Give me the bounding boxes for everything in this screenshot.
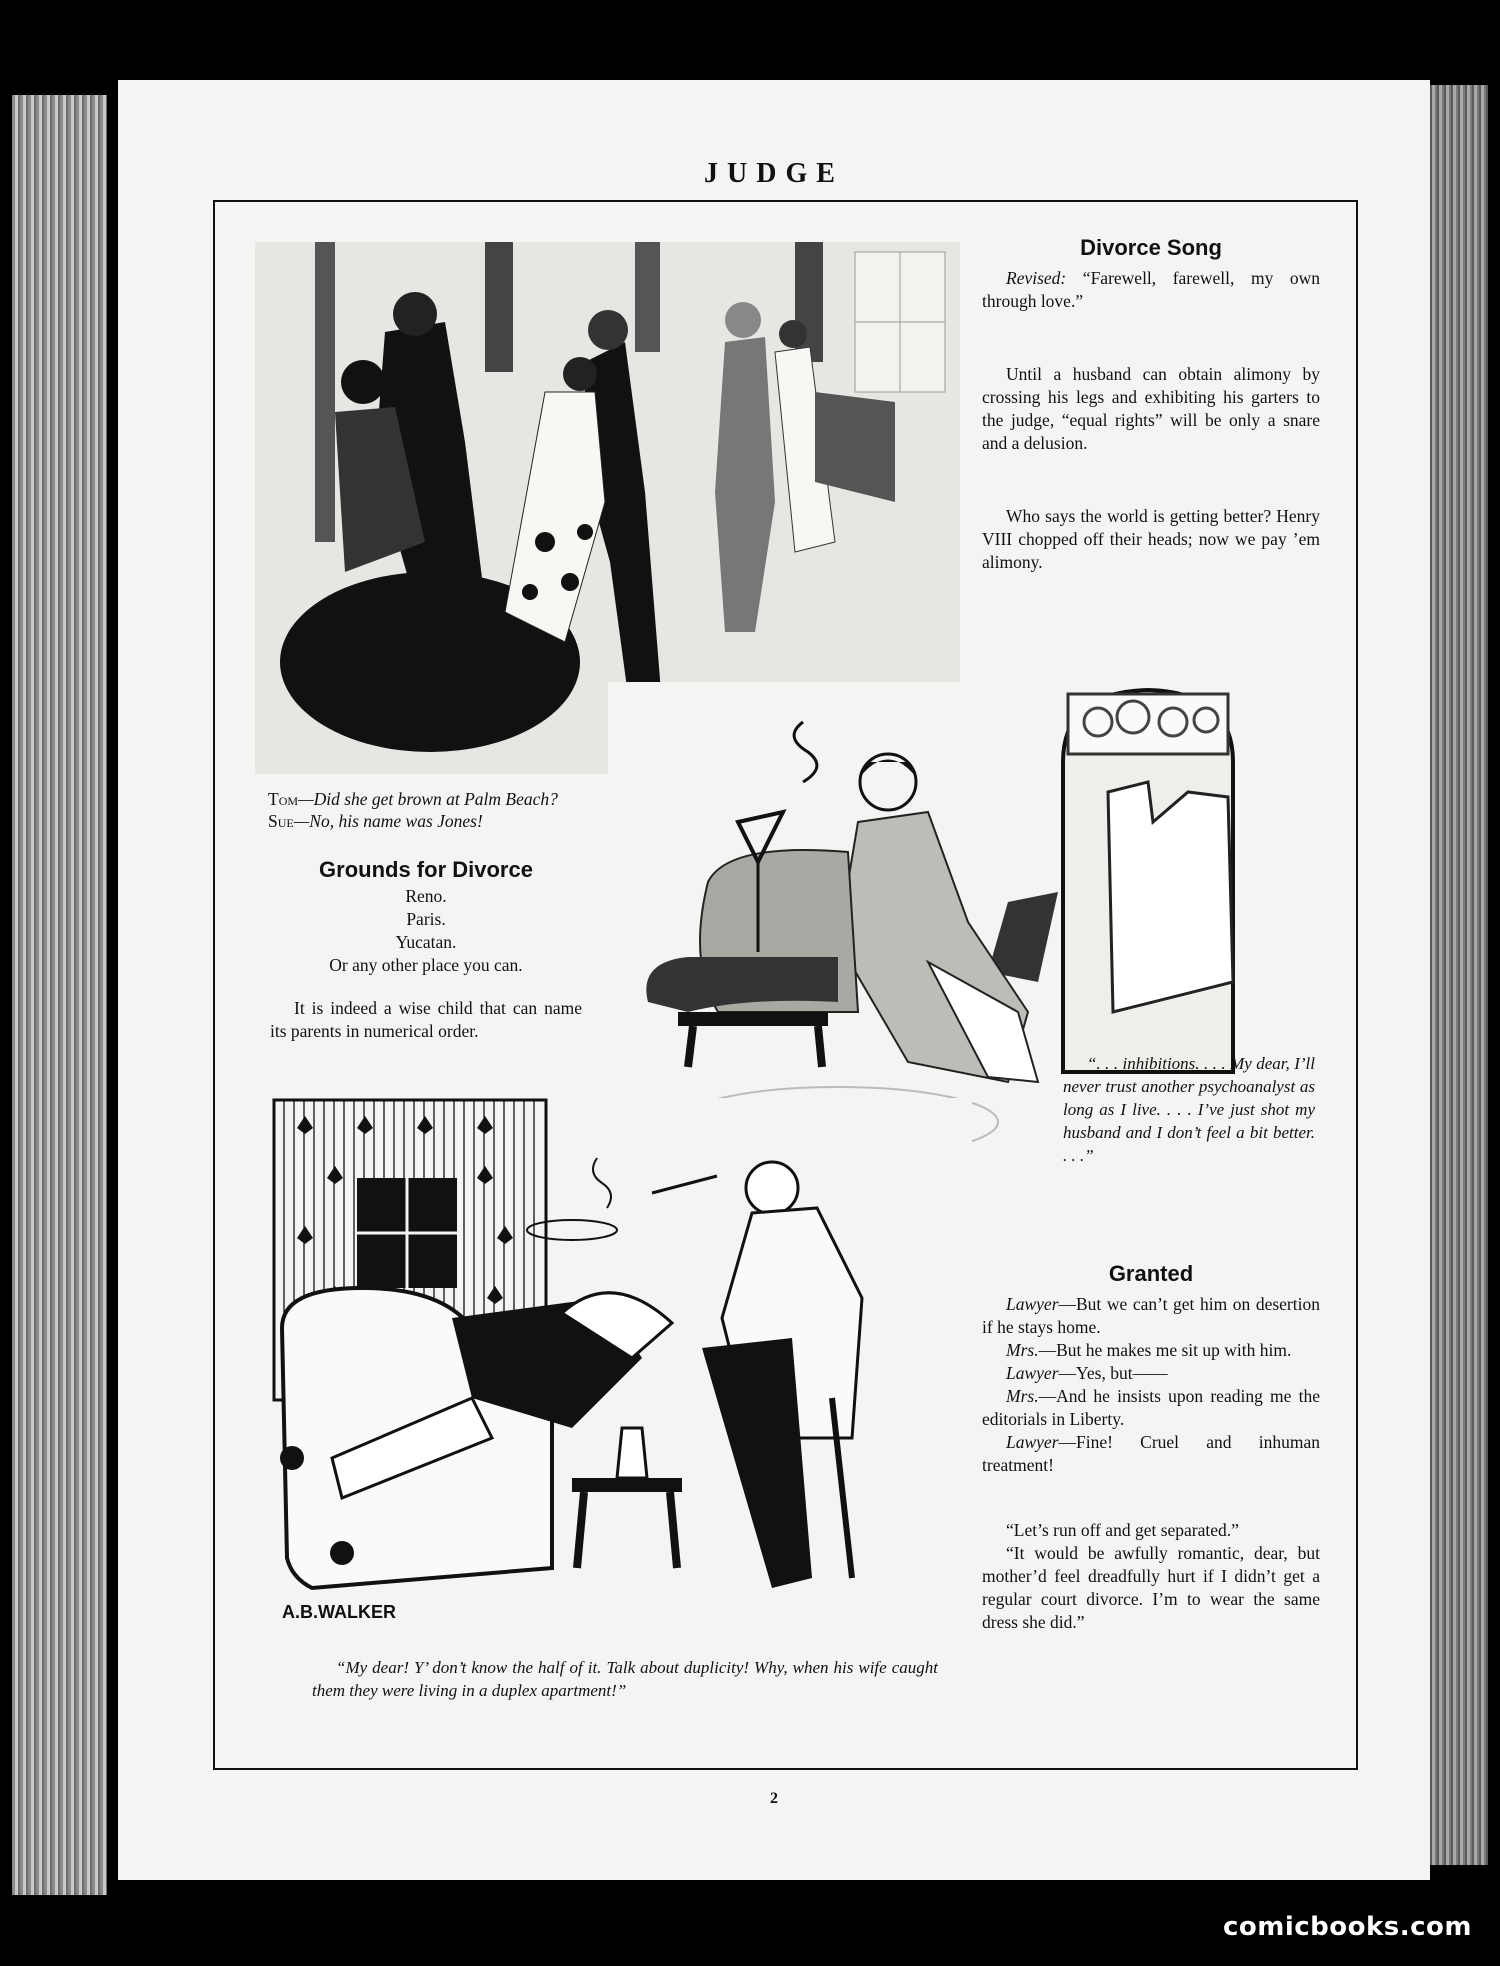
grounds-para: It is indeed a wise child that can name its parents in numerical order. [270, 998, 582, 1041]
book-page-edges-left [12, 95, 107, 1895]
granted-dialogue [982, 1293, 1320, 1477]
cartoon-2-caption [1063, 1052, 1315, 1167]
grounds-line-2: Paris. [406, 909, 446, 929]
dialogue-line: Mrs.—But he makes me sit up with him. [1006, 1340, 1292, 1360]
grounds-line-1: Reno. [405, 886, 447, 906]
granted-para-1: “Let’s run off and get separated.” [1006, 1520, 1239, 1540]
caption-line-1: —Did she get brown at Palm Beach? [298, 789, 558, 809]
dialogue-line: Mrs.—And he insists upon reading me the editorials in Liberty. [982, 1386, 1320, 1429]
granted-section [982, 1262, 1320, 1634]
page-header: JUDGE [704, 158, 844, 189]
dialogue-line: Lawyer—But we can’t get him on desertion if he stays home. [982, 1294, 1320, 1337]
grounds-title: Grounds for Divorce [319, 857, 533, 882]
cartoon-2-caption-text: “. . . inhibitions. . . . My dear, I’ll never trust another psychoanalyst as long as I live. . . . I’ve just shot my husband and I don’t feel a bit better. . . .” [1063, 1054, 1315, 1165]
divorce-song-title: Divorce Song [1080, 235, 1222, 260]
speaker-tom: Tom [268, 789, 299, 809]
divorce-song-para-1: Until a husband can obtain alimony by crossing his legs and exhibiting his garters to the judge, “equal rights” will be only a snare and a delusion. [982, 364, 1320, 453]
flappers-drawing [272, 1098, 972, 1646]
cartoon-3-caption [312, 1656, 938, 1702]
book-page-edges-right [1430, 85, 1488, 1865]
page-number: 2 [770, 1790, 778, 1807]
dialogue-line: Lawyer—Yes, but—— [1006, 1363, 1168, 1383]
divorce-song-revised: Revised: “Farewell, farewell, my own through love.” [982, 268, 1320, 311]
granted-title: Granted [1108, 1261, 1194, 1286]
grounds-for-divorce-section [270, 858, 582, 1043]
divorce-song-para-2: Who says the world is getting better? Henry VIII chopped off their heads; now we pay ’em alimony. [982, 506, 1320, 572]
cartoon-3-caption-text: “My dear! Y’ don’t know the half of it. Talk about duplicity! Why, when his wife caught them they were living in a duplex apartment!” [312, 1658, 938, 1700]
caption-line-2: —No, his name was Jones! [293, 811, 483, 831]
cartoon-3-signature: A.B.WALKER [282, 1602, 396, 1622]
grounds-line-4: Or any other place you can. [329, 955, 523, 975]
speaker-sue: Sue [268, 811, 294, 831]
granted-para-2: “It would be awfully romantic, dear, but mother’d feel dreadfully hurt if I didn’t get a regular court divorce. I’m to wear the same dress she did.” [982, 1543, 1320, 1632]
grounds-line-3: Yucatan. [395, 932, 457, 952]
dialogue-line: Lawyer—Fine! Cruel and inhuman treatment! [982, 1432, 1320, 1475]
flappers-lounging-cartoon [272, 1098, 972, 1646]
site-watermark: comicbooks.com [1222, 1912, 1472, 1942]
divorce-song-section [982, 236, 1320, 574]
